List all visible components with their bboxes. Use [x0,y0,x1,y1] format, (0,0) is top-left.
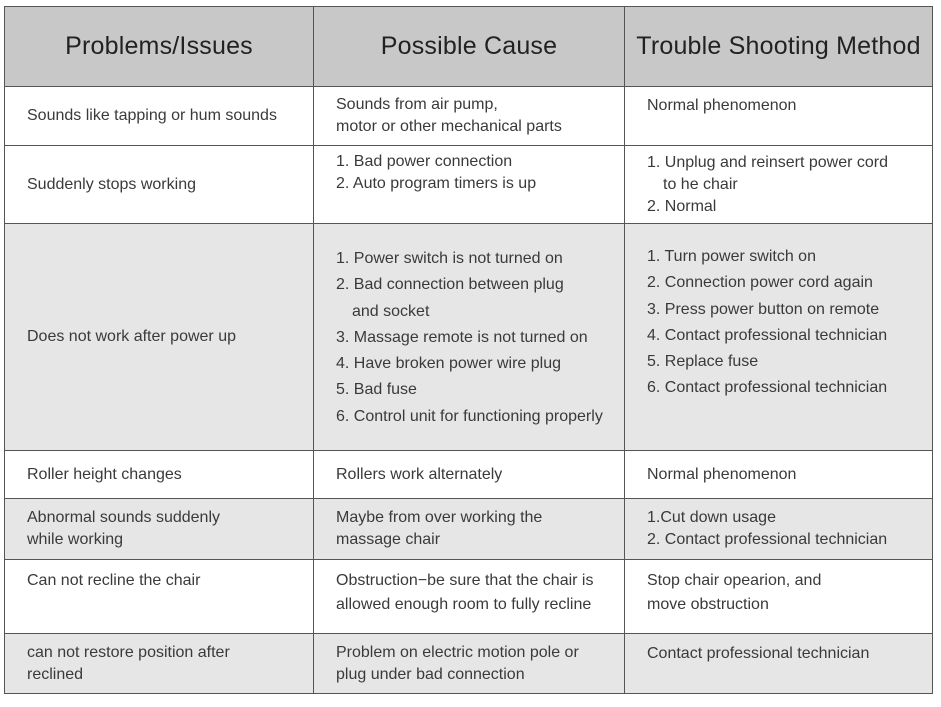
table-row [5,224,933,451]
problem-text: Sounds like tapping or hum sounds [27,107,277,124]
problem-cell [5,87,314,146]
header-possible-cause: Possible Cause [314,7,625,87]
cause-text: massage chair [336,531,441,548]
method-cell [625,146,933,224]
header-trouble-shooting-method: Trouble Shooting Method [625,7,933,87]
table-row [5,87,933,146]
cause-text: 3. Massage remote is not turned on [336,328,588,346]
method-text: Contact professional technician [647,645,870,662]
cause-text: 2. Bad connection between plug [336,276,564,294]
problem-text: Roller height changes [27,465,182,483]
cause-cell [314,451,625,499]
cause-text: motor or other mechanical parts [336,118,562,135]
cause-text: 5. Bad fuse [336,381,417,399]
cause-cell [314,634,625,694]
problem-cell [5,224,314,451]
problem-text: Suddenly stops working [27,175,196,193]
cause-text: and socket [352,302,430,320]
problem-text: Abnormal sounds suddenly [27,509,221,526]
cause-text: plug under bad connection [336,665,525,683]
method-text: Stop chair opearion, and [647,572,822,589]
method-text: to he chair [663,175,738,193]
problem-cell [5,499,314,560]
method-text: 3. Press power button on remote [647,300,880,318]
problem-cell [5,560,314,634]
header-row [5,7,933,87]
cause-text: Obstruction−be sure that the chair is [336,572,594,589]
problem-cell [5,451,314,499]
cause-text: 4. Have broken power wire plug [336,355,562,373]
problem-cell [5,634,314,694]
method-text: 2. Contact professional technician [647,531,888,548]
problem-text: can not restore position after [27,643,230,661]
troubleshooting-table [4,6,933,694]
method-text: 6. Contact professional technician [647,379,888,397]
table-row [5,146,933,224]
cause-cell [314,87,625,146]
cause-cell [314,146,625,224]
method-text: 5. Replace fuse [647,353,759,371]
method-text: 1. Unplug and reinsert power cord [647,153,889,171]
cause-text: allowed enough room to fully recline [336,596,592,613]
method-text: move obstruction [647,596,769,613]
problem-text: Does not work after power up [27,328,236,345]
header-problems: Problems/Issues [5,7,314,87]
method-text: Normal phenomenon [647,465,797,483]
cause-text: Maybe from over working the [336,509,543,526]
cause-cell [314,499,625,560]
cause-text: Rollers work alternately [336,465,503,483]
method-text: 2. Connection power cord again [647,274,873,292]
problem-text: Can not recline the chair [27,572,201,589]
table-row [5,560,933,634]
cause-text: 6. Control unit for functioning properly [336,407,603,425]
method-text: 1.Cut down usage [647,509,776,526]
cause-text: 1. Bad power connection [336,153,513,170]
problem-cell [5,146,314,224]
method-text: 4. Contact professional technician [647,326,888,344]
table-row [5,499,933,560]
method-cell [625,634,933,694]
cause-cell [314,560,625,634]
method-text: 1. Turn power switch on [647,248,816,265]
table-row [5,634,933,694]
problem-text: while working [27,531,124,548]
table-row [5,451,933,499]
method-cell [625,499,933,560]
problem-text: reclined [27,665,84,683]
method-cell [625,451,933,499]
method-text: Normal phenomenon [647,97,797,114]
method-cell [625,560,933,634]
method-cell [625,224,933,451]
method-cell [625,87,933,146]
cause-text: 1. Power switch is not turned on [336,249,563,267]
cause-text: 2. Auto program timers is up [336,175,537,192]
method-text: 2. Normal [647,197,717,215]
cause-text: Problem on electric motion pole or [336,643,579,661]
cause-cell [314,224,625,451]
cause-text: Sounds from air pump, [336,96,498,113]
